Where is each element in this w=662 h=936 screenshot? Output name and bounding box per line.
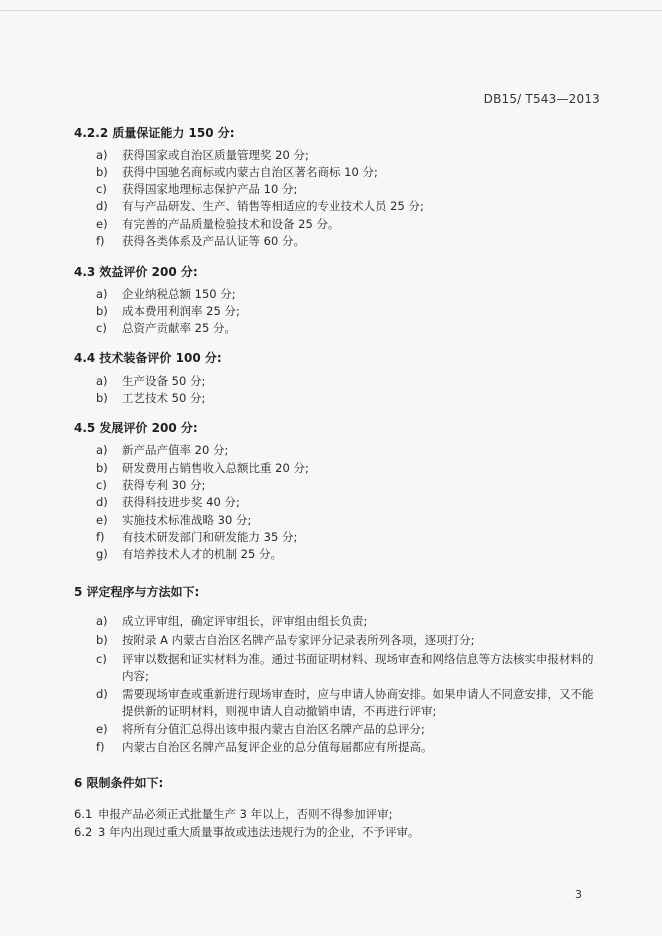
list-text: 获得国家地理标志保护产品 10 分; (122, 182, 298, 196)
list-text: 实施技术标准战略 30 分; (122, 513, 252, 527)
section-4-2-2-title: 4.2.2 质量保证能力 150 分: (74, 126, 235, 140)
list-marker: e) (96, 217, 108, 231)
list-item (96, 494, 616, 511)
list-text: 成立评审组，确定评审组长，评审组由组长负责; (122, 614, 368, 628)
list-item (96, 686, 616, 720)
list-text: 内蒙古自治区名牌产品复评企业的总分值每届都应有所提高。 (122, 740, 433, 754)
list-item (96, 286, 616, 303)
list-item (96, 390, 616, 407)
list-text: 工艺技术 50 分; (122, 391, 206, 405)
list-item (96, 721, 616, 738)
list-marker: c) (96, 321, 107, 335)
list-marker: f) (96, 530, 105, 544)
list-marker: e) (96, 722, 108, 736)
list-item (96, 546, 616, 563)
list-item (96, 529, 616, 546)
list-text: 有技术研发部门和研发能力 35 分; (122, 530, 298, 544)
clause-number: 6.2 (74, 825, 93, 839)
list-marker: f) (96, 740, 105, 754)
clause-number: 6.1 (74, 807, 93, 821)
scan-top-edge (0, 10, 662, 11)
section-5-title: 5 评定程序与方法如下: (74, 585, 200, 599)
list-marker: c) (96, 182, 107, 196)
section-6-title: 6 限制条件如下: (74, 776, 164, 790)
list-text: 按附录 A 内蒙古自治区名牌产品专家评分记录表所列各项，逐项打分; (122, 633, 475, 647)
list-item (96, 739, 616, 756)
list-marker: d) (96, 199, 108, 213)
list-marker: f) (96, 234, 105, 248)
list-item (96, 303, 616, 320)
list-marker: e) (96, 513, 108, 527)
list-text: 有培养技术人才的机制 25 分。 (122, 547, 282, 561)
list-item (96, 181, 616, 198)
list-text-continuation: 提供新的证明材料，则视申请人自动撤销申请，不再进行评审; (122, 704, 437, 718)
list-text: 成本费用利润率 25 分; (122, 304, 240, 318)
list-item (96, 651, 616, 685)
list-item (96, 216, 616, 233)
clause-item (74, 824, 614, 840)
list-text: 新产品产值率 20 分; (122, 443, 229, 457)
list-item (96, 442, 616, 459)
list-text: 将所有分值汇总得出该申报内蒙古自治区名牌产品的总评分; (122, 722, 425, 736)
list-item (96, 512, 616, 529)
list-item (96, 233, 616, 250)
list-marker: b) (96, 633, 108, 647)
section-4-5-title: 4.5 发展评价 200 分: (74, 421, 198, 435)
list-text: 有与产品研发、生产、销售等相适应的专业技术人员 25 分; (122, 199, 424, 213)
list-text: 研发费用占销售收入总额比重 20 分; (122, 461, 309, 475)
list-item (96, 613, 616, 630)
list-text: 总资产贡献率 25 分。 (122, 321, 236, 335)
list-text: 企业纳税总额 150 分; (122, 287, 236, 301)
list-item (96, 460, 616, 477)
list-text: 获得国家或自治区质量管理奖 20 分; (122, 148, 309, 162)
clause-item (74, 806, 614, 822)
list-text: 获得专利 30 分; (122, 478, 206, 492)
clause-text: 申报产品必须正式批量生产 3 年以上，否则不得参加评审; (98, 807, 393, 821)
list-marker: d) (96, 495, 108, 509)
list-item (96, 632, 616, 649)
list-marker: a) (96, 287, 108, 301)
list-marker: b) (96, 304, 108, 318)
list-text: 获得各类体系及产品认证等 60 分。 (122, 234, 305, 248)
list-item (96, 198, 616, 215)
list-item (96, 147, 616, 164)
list-marker: a) (96, 374, 108, 388)
section-4-3-title: 4.3 效益评价 200 分: (74, 265, 198, 279)
list-marker: d) (96, 687, 108, 701)
list-text: 获得科技进步奖 40 分; (122, 495, 240, 509)
list-text: 获得中国驰名商标或内蒙古自治区著名商标 10 分; (122, 165, 378, 179)
list-marker: a) (96, 148, 108, 162)
list-marker: b) (96, 165, 108, 179)
list-text: 生产设备 50 分; (122, 374, 206, 388)
list-text: 评审以数据和证实材料为准。通过书面证明材料、现场审查和网络信息等方法核实申报材料的 (122, 652, 594, 666)
list-item (96, 373, 616, 390)
section-4-4-title: 4.4 技术装备评价 100 分: (74, 351, 222, 365)
list-marker: a) (96, 443, 108, 457)
document-code: DB15/ T543—2013 (483, 92, 600, 106)
list-marker: b) (96, 391, 108, 405)
list-item (96, 477, 616, 494)
list-text: 需要现场审查或重新进行现场审查时，应与申请人协商安排。如果申请人不同意安排，又不能 (122, 687, 594, 701)
list-item (96, 320, 616, 337)
list-item (96, 164, 616, 181)
list-text-continuation: 内容; (122, 669, 149, 683)
list-marker: b) (96, 461, 108, 475)
list-marker: c) (96, 652, 107, 666)
clause-text: 3 年内出现过重大质量事故或违法违规行为的企业，不予评审。 (98, 825, 420, 839)
list-marker: c) (96, 478, 107, 492)
page-number: 3 (575, 888, 582, 901)
list-marker: a) (96, 614, 108, 628)
list-marker: g) (96, 547, 108, 561)
list-text: 有完善的产品质量检验技术和设备 25 分。 (122, 217, 340, 231)
